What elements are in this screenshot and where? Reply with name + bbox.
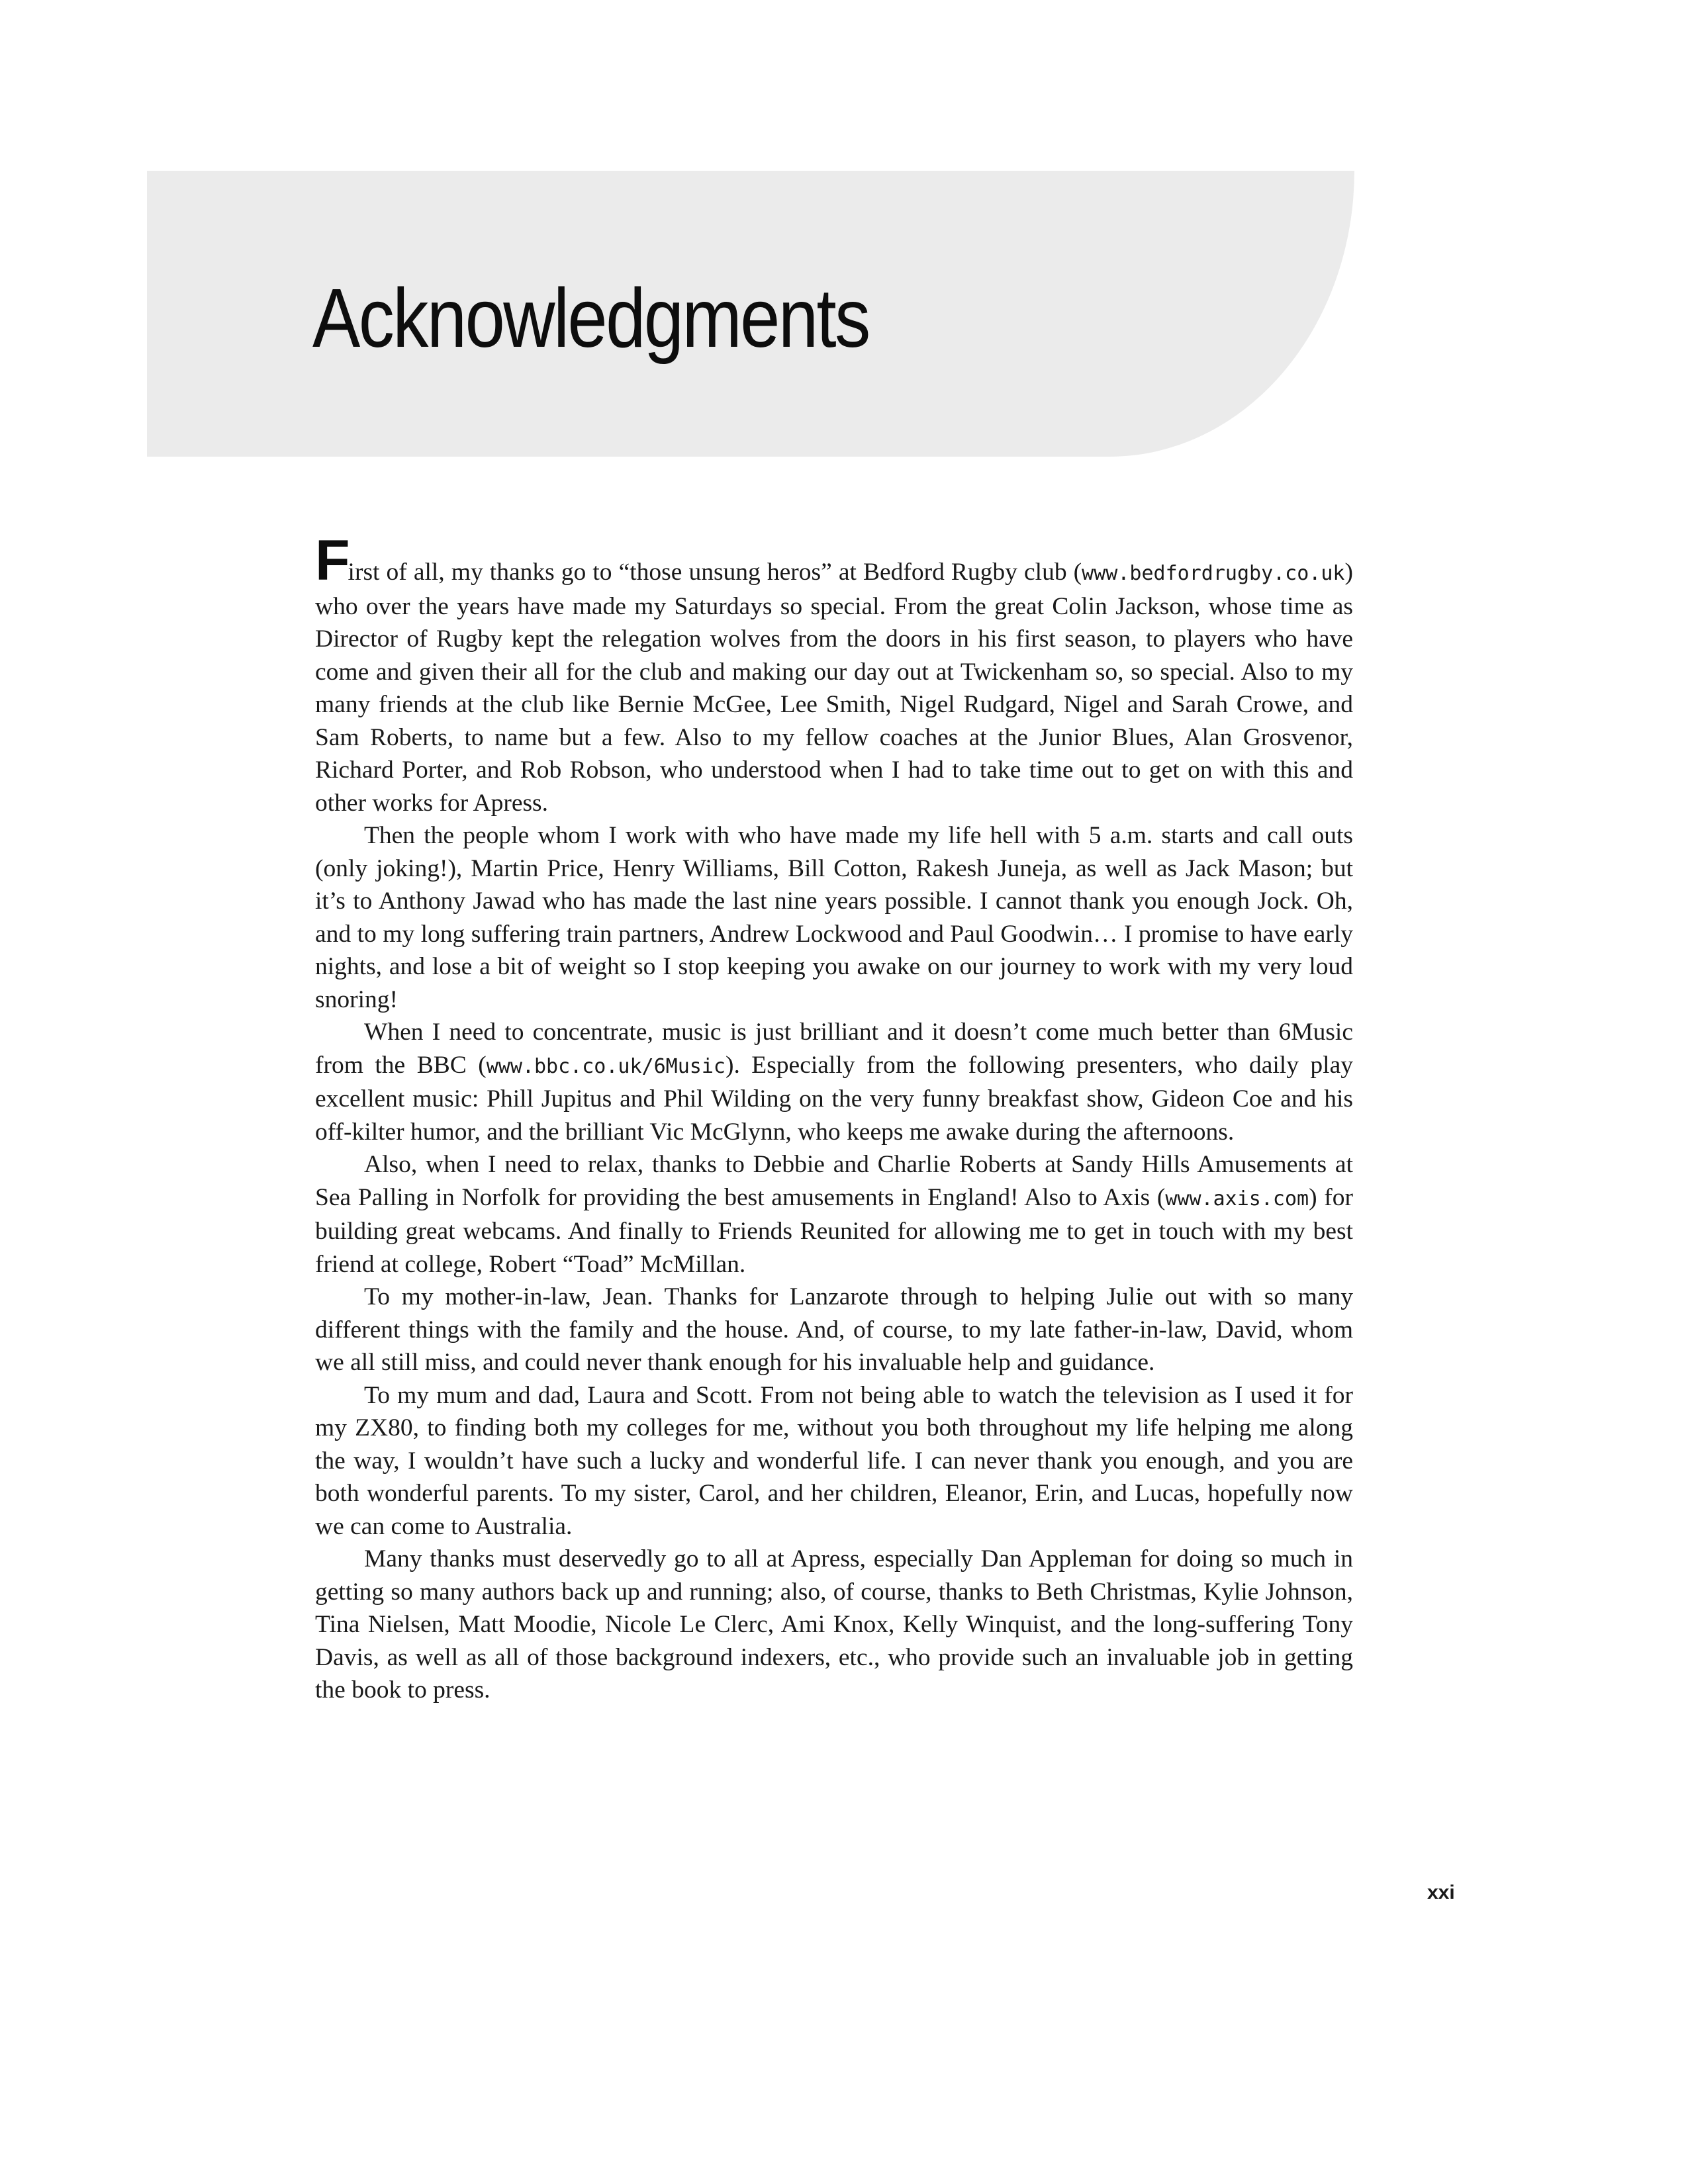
paragraph-4-text-a: Also, when I need to relax, thanks to Debbie and Charlie Roberts at Sandy Hills Amusements at Sea Palling in Norfolk for providing the best amusements in England! Also to Axis ( bbox=[315, 1151, 1353, 1211]
paragraph-3-text-a: When I need to concentrate, music is just brilliant and it doesn’t come much better than 6Music from the BBC ( bbox=[315, 1019, 1353, 1079]
paragraph-1 bbox=[315, 529, 1353, 819]
paragraph-3-text-b: ). Especially from the following presenters, who daily play excellent music: Phill Jupitus and Phil Wilding on the very funny breakfast show, Gideon Coe and his off-kilter humor, and the brilliant Vic McGlynn, who keeps me awake during the afternoons. bbox=[315, 1051, 1353, 1146]
bedford-rugby-url: www.bedfordrugby.co.uk bbox=[1082, 562, 1345, 585]
bbc-6music-url: www.bbc.co.uk/6Music bbox=[486, 1054, 726, 1078]
paragraph-4-text-b: ) for building great webcams. And finally to Friends Reunited for allowing me to get in touch with my best friend at college, Robert “Toad” McMillan. bbox=[315, 1183, 1353, 1278]
page-number: xxi bbox=[1427, 1882, 1455, 1903]
paragraph-1-text-a: irst of all, my thanks go to “those unsung heros” at Bedford Rugby club ( bbox=[348, 559, 1082, 586]
paragraph-2: Then the people whom I work with who have made my life hell with 5 a.m. starts and call outs (only joking!), Martin Price, Henry Williams, Bill Cotton, Rakesh Juneja, as well as Jack Mason; but it’s to Anthony Jawad who has made the last nine years possible. I cannot thank you enough Jock. Oh, and to my long suffering train partners, Andrew Lockwood and Paul Goodwin… I promise to have early nights, and lose a bit of weight so I stop keeping you awake on our journey to work with my very loud snoring! bbox=[315, 822, 1353, 1013]
paragraph-5: To my mother-in-law, Jean. Thanks for Lanzarote through to helping Julie out with so many different things with the family and the house. And, of course, to my late father-in-law, David, whom we all still miss, and could never thank enough for his invaluable help and guidance. bbox=[315, 1283, 1353, 1376]
chapter-title: Acknowledgments bbox=[312, 271, 869, 365]
drop-cap: F bbox=[315, 529, 348, 592]
paragraph-6: To my mum and dad, Laura and Scott. From not being able to watch the television as I used it for my ZX80, to finding both my colleges for me, without you both throughout my life helping me along the way, I wouldn’t have such a lucky and wonderful life. I can never thank you enough, and you are both wonderful parents. To my sister, Carol, and her children, Eleanor, Erin, and Lucas, hopefully now we can come to Australia. bbox=[315, 1381, 1353, 1540]
axis-url: www.axis.com bbox=[1165, 1187, 1309, 1210]
paragraph-4 bbox=[315, 1148, 1353, 1281]
paragraph-7: Many thanks must deservedly go to all at Apress, especially Dan Appleman for doing so much in getting so many authors back up and running; also, of course, thanks to Beth Christmas, Kylie Johnson, Tina Nielsen, Matt Moodie, Nicole Le Clerc, Ami Knox, Kelly Winquist, and the long-suffering Tony Davis, as well as all of those background indexers, etc., who provide such an invaluable job in getting the book to press. bbox=[315, 1545, 1353, 1704]
paragraph-1-text-b: ) who over the years have made my Saturdays so special. From the great Colin Jackson, whose time as Director of Rugby kept the relegation wolves from the doors in his first season, to players who have come and given their all for the club and making our day out at Twickenham so, so special. Also to my many friends at the club like Bernie McGee, Lee Smith, Nigel Rudgard, Nigel and Sarah Crowe, and Sam Roberts, to name but a few. Also to my fellow coaches at the Junior Blues, Alan Grosvenor, Richard Porter, and Rob Robson, who understood when I had to take time out to get on with this and other works for Apress. bbox=[315, 559, 1353, 817]
paragraph-3 bbox=[315, 1016, 1353, 1148]
acknowledgments-body bbox=[315, 529, 1353, 1707]
